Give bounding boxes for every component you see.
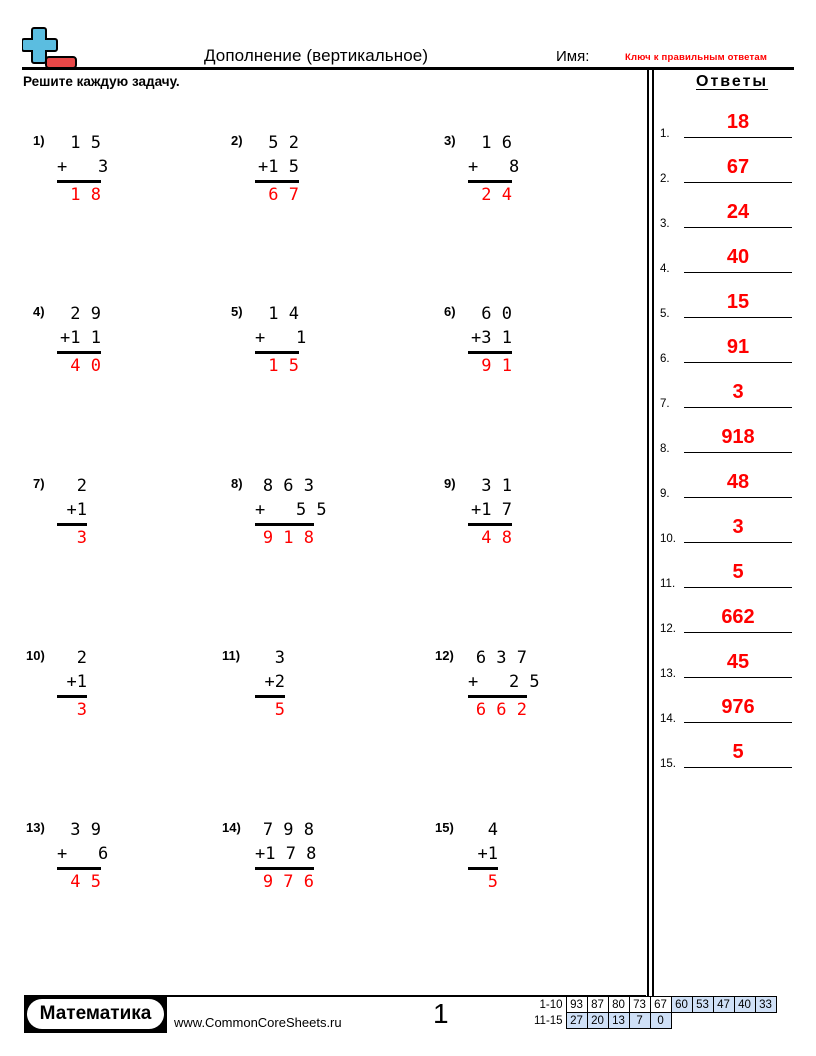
answer-value: 5: [732, 741, 744, 763]
addend-top: 6 0: [481, 304, 512, 324]
addend-top: 3: [274, 648, 285, 668]
answer-key-label: Ключ к правильным ответам: [625, 52, 768, 63]
answer-value: 918: [721, 426, 755, 448]
sum-rule: [255, 867, 314, 870]
answer-row: [660, 550, 792, 590]
sum-answer: 6 6 2: [475, 700, 527, 720]
score-cell: 7: [629, 1013, 650, 1029]
answer-number: 12.: [660, 623, 676, 635]
sum-answer: 5: [274, 700, 285, 720]
answer-line: [684, 722, 792, 724]
answer-number: 4.: [660, 263, 670, 275]
addend-bottom: +1 1: [60, 328, 101, 348]
answer-row: [660, 415, 792, 455]
sum-rule: [57, 351, 101, 354]
answer-line: [684, 317, 792, 319]
problem-number: 6): [444, 304, 456, 319]
answer-value: 18: [726, 111, 750, 133]
column-divider: [647, 68, 649, 996]
answer-number: 13.: [660, 668, 676, 680]
score-cell: 87: [587, 997, 608, 1013]
answer-number: 11.: [660, 578, 676, 590]
addend-bottom: + 6: [57, 844, 109, 864]
score-range-label: 11-15: [534, 1014, 563, 1027]
answer-value: 67: [726, 156, 750, 178]
addend-top: 2: [76, 648, 87, 668]
answer-number: 5.: [660, 308, 670, 320]
score-cell: 33: [755, 997, 776, 1013]
problem: [231, 302, 371, 382]
problem: [222, 646, 362, 726]
sum-answer: 4 8: [481, 528, 512, 548]
problem: [231, 131, 371, 211]
answer-line: [684, 542, 792, 544]
answer-number: 8.: [660, 443, 670, 455]
score-cell: 93: [566, 997, 587, 1013]
answer-value: 5: [732, 561, 744, 583]
problem-number: 14): [222, 820, 241, 835]
score-cell: 47: [713, 997, 734, 1013]
sum-rule: [468, 523, 512, 526]
answer-row: [660, 235, 792, 275]
problem-number: 2): [231, 133, 243, 148]
problem-number: 15): [435, 820, 454, 835]
answer-value: 976: [721, 696, 755, 718]
addend-top: 3 1: [481, 476, 512, 496]
problem-number: 8): [231, 476, 243, 491]
answer-value: 45: [726, 651, 750, 673]
answer-row: [660, 100, 792, 140]
addend-bottom: +1 5: [258, 157, 299, 177]
score-cell: 80: [608, 997, 629, 1013]
answer-value: 662: [721, 606, 755, 628]
answer-row: [660, 685, 792, 725]
answer-number: 14.: [660, 713, 676, 725]
answer-line: [684, 587, 792, 589]
answer-line: [684, 137, 792, 139]
addend-bottom: + 3: [57, 157, 109, 177]
answer-number: 10.: [660, 533, 676, 545]
score-cell: 40: [734, 997, 755, 1013]
answer-number: 3.: [660, 218, 670, 230]
answer-value: 48: [726, 471, 750, 493]
sum-rule: [255, 523, 314, 526]
sum-answer: 9 7 6: [262, 872, 314, 892]
addend-bottom: +3 1: [471, 328, 512, 348]
answer-line: [684, 272, 792, 274]
name-label: Имя:: [556, 48, 590, 65]
answer-line: [684, 452, 792, 454]
answer-line: [684, 497, 792, 499]
addend-top: 7 9 8: [262, 820, 314, 840]
page-title: Дополнение (вертикальное): [204, 46, 429, 65]
sum-answer: 1 5: [268, 356, 299, 376]
answer-number: 7.: [660, 398, 670, 410]
problem: [444, 474, 584, 554]
header-rule: [22, 67, 794, 70]
sum-answer: 3: [76, 528, 87, 548]
score-row: [532, 1013, 776, 1029]
addend-bottom: +1 7 8: [255, 844, 317, 864]
answer-value: 40: [726, 246, 750, 268]
answer-line: [684, 362, 792, 364]
answer-value: 3: [732, 381, 744, 403]
sum-rule: [57, 180, 101, 183]
answer-row: [660, 325, 792, 365]
addend-top: 2: [76, 476, 87, 496]
problem: [33, 474, 173, 554]
addend-bottom: +1: [66, 672, 87, 692]
problem: [231, 474, 371, 554]
sum-answer: 9 1 8: [262, 528, 314, 548]
sum-answer: 4 5: [70, 872, 101, 892]
answer-value: 24: [726, 201, 750, 223]
score-cell: 53: [692, 997, 713, 1013]
sum-answer: 3: [76, 700, 87, 720]
sum-rule: [255, 695, 285, 698]
problem: [26, 818, 166, 898]
addend-top: 1 5: [70, 133, 101, 153]
answer-value: 15: [726, 291, 750, 313]
instructions: Решите каждую задачу.: [23, 74, 180, 89]
problem-number: 10): [26, 648, 45, 663]
score-cell: 27: [566, 1013, 587, 1029]
answer-value: 91: [726, 336, 750, 358]
answer-row: [660, 595, 792, 635]
answer-row: [660, 505, 792, 545]
addend-bottom: + 2 5: [468, 672, 540, 692]
addend-bottom: +1: [477, 844, 498, 864]
score-row: [532, 997, 776, 1013]
addend-bottom: + 5 5: [255, 500, 327, 520]
answer-value: 3: [732, 516, 744, 538]
site-url: www.CommonCoreSheets.ru: [174, 1015, 342, 1030]
problem-number: 9): [444, 476, 456, 491]
addend-top: 1 4: [268, 304, 299, 324]
answer-number: 6.: [660, 353, 670, 365]
sum-answer: 4 0: [70, 356, 101, 376]
answers-heading: Ответы: [696, 73, 769, 90]
score-table: [532, 996, 777, 1029]
problem: [26, 646, 166, 726]
problem-number: 5): [231, 304, 243, 319]
score-cell: 67: [650, 997, 671, 1013]
score-cell: 20: [587, 1013, 608, 1029]
answer-row: [660, 145, 792, 185]
answer-row: [660, 190, 792, 230]
page-number: 1: [433, 998, 449, 1029]
sum-rule: [255, 180, 299, 183]
answer-line: [684, 632, 792, 634]
answer-number: 2.: [660, 173, 670, 185]
score-cell: 0: [650, 1013, 671, 1029]
sum-rule: [468, 867, 498, 870]
problem-number: 1): [33, 133, 45, 148]
problem-number: 13): [26, 820, 45, 835]
answer-row: [660, 730, 792, 770]
score-cell: 73: [629, 997, 650, 1013]
sum-rule: [468, 180, 512, 183]
sum-answer: 1 8: [70, 185, 101, 205]
problem-number: 3): [444, 133, 456, 148]
addend-top: 1 6: [481, 133, 512, 153]
problem-number: 11): [222, 648, 241, 663]
sum-rule: [255, 351, 299, 354]
addend-bottom: +1: [66, 500, 87, 520]
column-divider: [652, 68, 654, 996]
answer-line: [684, 227, 792, 229]
score-range-label: 1-10: [539, 998, 563, 1011]
problem-number: 7): [33, 476, 45, 491]
problem-number: 12): [435, 648, 454, 663]
problem: [444, 302, 584, 382]
score-cell: 13: [608, 1013, 629, 1029]
addend-top: 8 6 3: [262, 476, 314, 496]
sum-rule: [468, 695, 527, 698]
sum-answer: 6 7: [268, 185, 299, 205]
answer-line: [684, 407, 792, 409]
addend-bottom: + 1: [255, 328, 307, 348]
addend-top: 6 3 7: [475, 648, 527, 668]
sum-rule: [57, 867, 101, 870]
answer-number: 9.: [660, 488, 670, 500]
problem-number: 4): [33, 304, 45, 319]
addend-bottom: + 8: [468, 157, 520, 177]
answer-row: [660, 460, 792, 500]
problem: [33, 302, 173, 382]
sum-answer: 2 4: [481, 185, 512, 205]
problem: [435, 818, 575, 898]
plus-minus-logo-icon: [22, 26, 78, 70]
problem: [222, 818, 362, 898]
score-cell: 60: [671, 997, 692, 1013]
sum-answer: 5: [487, 872, 498, 892]
addend-bottom: +2: [264, 672, 285, 692]
answer-line: [684, 182, 792, 184]
addend-top: 3 9: [70, 820, 101, 840]
sum-rule: [468, 351, 512, 354]
addend-top: 4: [487, 820, 498, 840]
sum-answer: 9 1: [481, 356, 512, 376]
answer-line: [684, 677, 792, 679]
problem: [33, 131, 173, 211]
sum-rule: [57, 695, 87, 698]
brand-logo: [24, 995, 167, 1033]
addend-bottom: +1 7: [471, 500, 512, 520]
addend-top: 5 2: [268, 133, 299, 153]
addend-top: 2 9: [70, 304, 101, 324]
answer-number: 1.: [660, 128, 670, 140]
problem: [444, 131, 584, 211]
answer-row: [660, 370, 792, 410]
answer-row: [660, 640, 792, 680]
problem: [435, 646, 575, 726]
brand-label: Математика: [27, 999, 164, 1029]
answer-line: [684, 767, 792, 769]
answer-number: 15.: [660, 758, 676, 770]
answer-row: [660, 280, 792, 320]
sum-rule: [57, 523, 87, 526]
